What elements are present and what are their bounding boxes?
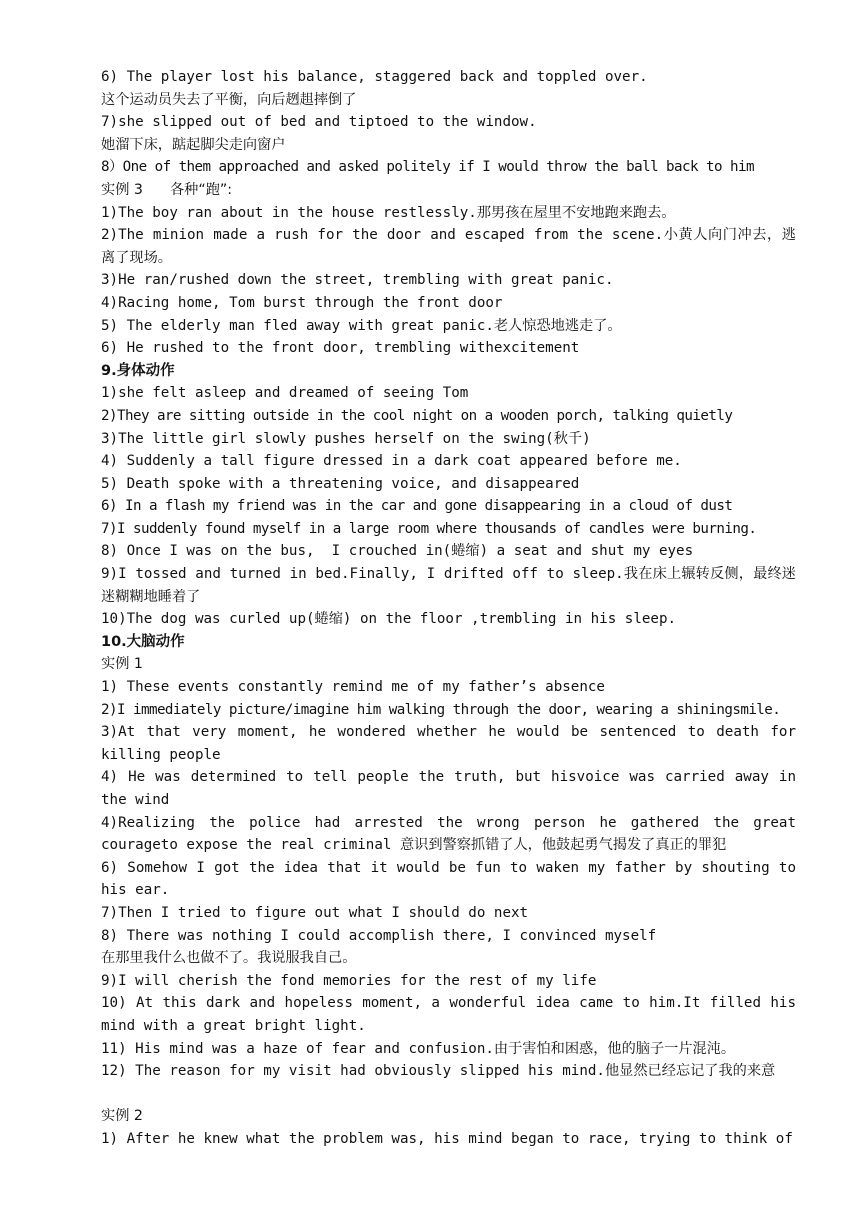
text-line: 1) After he knew what the problem was, his mind began to race, trying to think of: [101, 1130, 793, 1147]
text-line: 6) The player lost his balance, staggered back and toppled over.: [101, 69, 648, 85]
text-line: 4) Suddenly a tall figure dressed in a dark coat appeared before me.: [101, 453, 682, 470]
text-line: 2)The minion made a rush for the door and escaped from the scene.小黄人向门冲去，逃离了现场。: [101, 227, 796, 266]
text-line: 8）One of them approached and asked politely if I would throw the ball back to him: [101, 159, 754, 176]
text-line: 她溜下床，踮起脚尖走向窗户: [101, 136, 286, 153]
text-line: 11) His mind was a haze of fear and confusion.由于害怕和困惑，他的脑子一片混沌。: [101, 1040, 736, 1057]
text-line: 4)Realizing the police had arrested the wrong person he gathered the great courageto expose the real criminal 意识到警察抓错了人，他鼓起勇气揭发了真正的罪犯: [101, 814, 796, 854]
text-line: 3)At that very moment, he wondered whether he would be sentenced to death for killing people: [101, 724, 796, 763]
text-line: 3)The little girl slowly pushes herself on the swing(秋千): [101, 430, 591, 447]
text-line: 4) He was determined to tell people the truth, but hisvoice was carried away in the wind: [101, 769, 796, 808]
text-line: 9)I tossed and turned in bed.Finally, I drifted off to sleep.我在床上辗转反侧，最终迷迷糊糊地睡着了: [101, 566, 796, 605]
text-line: 5) The elderly man fled away with great panic.老人惊恐地逃走了。: [101, 317, 622, 334]
text-line: 10) At this dark and hopeless moment, a wonderful idea came to him.It filled his mind with a great bright light.: [101, 995, 796, 1034]
text-line: 1) These events constantly remind me of my father’s absence: [101, 679, 605, 696]
example-heading: 实例 1: [101, 656, 143, 673]
text-line: 在那里我什么也做不了。我说服我自己。: [101, 950, 357, 967]
text-line: 2)I immediately picture/imagine him walking through the door, wearing a shiningsmile.: [101, 701, 781, 718]
text-line: 7)Then I tried to figure out what I should do next: [101, 904, 529, 921]
text-line: 6) He rushed to the front door, trembling withexcitement: [101, 340, 580, 357]
text-line: 9)I will cherish the fond memories for the rest of my life: [101, 972, 597, 989]
text-line: 7)she slipped out of bed and tiptoed to the window.: [101, 114, 537, 131]
example-heading: 实例 2: [101, 1108, 143, 1125]
text-line: 6) Somehow I got the idea that it would be fun to waken my father by shouting to his ear.: [101, 859, 796, 899]
text-line: 8) There was nothing I could accomplish there, I convinced myself: [101, 927, 657, 944]
text-line: 8) Once I was on the bus, I crouched in(蜷缩) a seat and shut my eyes: [101, 543, 694, 560]
text-line: 1)she felt asleep and dreamed of seeing Tom: [101, 385, 469, 402]
example-heading: 实例 3 各种“跑”:: [101, 181, 233, 198]
section-heading: 10.大脑动作: [101, 633, 185, 650]
text-line: 3)He ran/rushed down the street, trembling with great panic.: [101, 272, 614, 289]
section-heading: 9.身体动作: [101, 362, 175, 379]
text-line: 10)The dog was curled up(蜷缩) on the floor ,trembling in his sleep.: [101, 611, 677, 628]
text-line: 4)Racing home, Tom burst through the front door: [101, 294, 503, 311]
text-line: 12) The reason for my visit had obviously slipped his mind.他显然已经忘记了我的来意: [101, 1063, 776, 1080]
text-line: 2)They are sitting outside in the cool night on a wooden porch, talking quietly: [101, 407, 733, 424]
text-line: 这个运动员失去了平衡，向后趔趄摔倒了: [101, 91, 357, 108]
text-line: 6) In a flash my friend was in the car and gone disappearing in a cloud of dust: [101, 498, 733, 515]
text-line: 7)I suddenly found myself in a large room where thousands of candles were burning.: [101, 520, 757, 537]
text-line: 1)The boy ran about in the house restlessly.那男孩在屋里不安地跑来跑去。: [101, 204, 676, 221]
text-line: 5) Death spoke with a threatening voice, and disappeared: [101, 475, 580, 492]
